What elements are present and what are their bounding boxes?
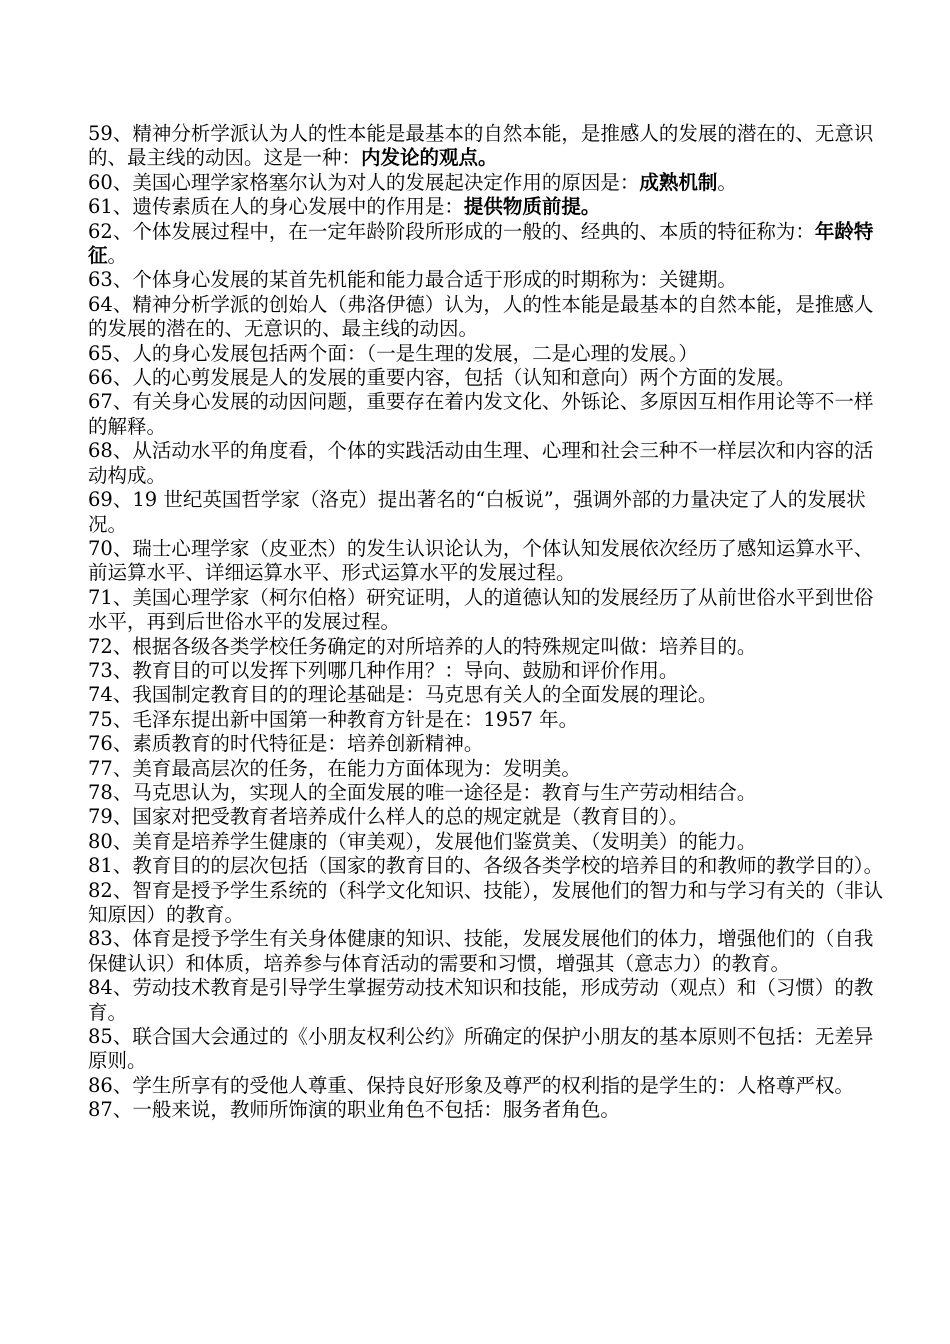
qa-item-66: 66、人的心剪发展是人的发展的重要内容，包括（认知和意向）两个方面的发展。 xyxy=(88,366,796,390)
qa-item-70: 70、瑞士心理学家（皮亚杰）的发生认识论认为，个体认知发展依次经历了感知运算水平、前运算水平、详细运算水平、形式运算水平的发展过程。 xyxy=(88,536,874,585)
qa-item-79: 79、国家对把受教育者培养成什么样人的总的规定就是（教育目的）。 xyxy=(88,805,689,829)
qa-item-85: 85、联合国大会通过的《小朋友权利公约》所确定的保护小朋友的基本原则不包括：无差异原则。 xyxy=(88,1025,874,1073)
item-text: 60、美国心理学家格塞尔认为对人的发展起决定作用的原因是： xyxy=(88,170,640,194)
item-tail: 。 xyxy=(717,170,737,194)
qa-item-61 xyxy=(88,195,888,219)
item-text: 61、遗传素质在人的身心发展中的作用是： xyxy=(88,195,464,219)
item-answer-bold: 年龄特征 xyxy=(88,219,874,268)
qa-item-80: 80、美育是培养学生健康的（审美观），发展他们鉴赏美、（发明美）的能力。 xyxy=(88,829,757,853)
qa-item-83: 83、体育是授予学生有关身体健康的知识、技能，发展发展他们的体力，增强他们的（自我保健认识）和体质，培养参与体育活动的需要和习惯，增强其（意志力）的教育。 xyxy=(88,927,874,975)
qa-item-76: 76、素质教育的时代特征是：培养创新精神。 xyxy=(88,732,484,756)
qa-item-74: 74、我国制定教育目的的理论基础是：马克思有关人的全面发展的理论。 xyxy=(88,683,718,707)
qa-item-86: 86、学生所享有的受他人尊重、保持良好形象及尊严的权利指的是学生的：人格尊严权。 xyxy=(88,1073,854,1097)
qa-item-75: 75、毛泽东提出新中国第一种教育方针是在：1957 年。 xyxy=(88,707,579,731)
qa-item-64: 64、精神分析学派的创始人（弗洛伊德）认为，人的性本能是最基本的自然本能，是推感人的发展的潜在的、无意识的、最主线的动因。 xyxy=(88,292,874,341)
qa-item-71: 71、美国心理学家（柯尔伯格）研究证明，人的道德认知的发展经历了从前世俗水平到世俗水平，再到后世俗水平的发展过程。 xyxy=(88,585,874,634)
qa-item-82: 82、智育是授予学生系统的（科学文化知识、技能），发展他们的智力和与学习有关的（非认知原因）的教育。 xyxy=(88,878,884,926)
qa-item-73: 73、教育目的可以发挥下列哪几种作用？：导向、鼓励和评价作用。 xyxy=(88,658,679,682)
qa-item-72: 72、根据各级各类学校任务确定的对所培养的人的特殊规定叫做：培养目的。 xyxy=(88,634,757,658)
qa-item-87: 87、一般来说，教师所饰演的职业角色不包括：服务者角色。 xyxy=(88,1098,620,1122)
qa-item-81: 81、教育目的的层次包括（国家的教育目的、各级各类学校的培养目的和教师的教学目的）。 xyxy=(88,854,884,878)
qa-item-77: 77、美育最高层次的任务，在能力方面体现为：发明美。 xyxy=(88,756,581,780)
qa-item-84: 84、劳动技术教育是引导学生掌握劳动技术知识和技能，形成劳动（观点）和（习惯）的教育。 xyxy=(88,976,874,1024)
item-answer-bold: 内发论的观点。 xyxy=(361,146,498,170)
item-text: 62、个体发展过程中，在一定年龄阶段所形成的一般的、经典的、本质的特征称为： xyxy=(88,219,815,243)
qa-item-60 xyxy=(88,171,888,195)
qa-item-78: 78、马克思认为，实现人的全面发展的唯一途径是：教育与生产劳动相结合。 xyxy=(88,780,757,804)
qa-item-69: 69、19 世纪英国哲学家（洛克）提出著名的“白板说”，强调外部的力量决定了人的发展状况。 xyxy=(88,488,866,536)
item-answer-bold: 提供物质前提。 xyxy=(463,195,601,219)
qa-item-68: 68、从活动水平的角度看，个体的实践活动由生理、心理和社会三种不一样层次和内容的活动构成。 xyxy=(88,439,874,487)
qa-item-62 xyxy=(88,220,888,269)
item-text: 59、精神分析学派认为人的性本能是最基本的自然本能，是推感人的发展的潜在的、无意识的、最主线的动因。这是一种： xyxy=(88,122,874,170)
item-tail: 。 xyxy=(107,244,128,268)
qa-item-65: 65、人的身心发展包括两个面：（一是生理的发展，二是心理的发展。） xyxy=(88,341,698,365)
document-page xyxy=(88,122,888,1123)
qa-item-59 xyxy=(88,122,888,171)
qa-item-63: 63、个体身心发展的某首先机能和能力最合适于形成的时期称为：关键期。 xyxy=(88,268,737,292)
item-answer-bold: 成熟机制 xyxy=(639,170,718,194)
qa-item-67: 67、有关身心发展的动因问题，重要存在着内发文化、外铄论、多原因互相作用论等不一样的解释。 xyxy=(88,390,874,438)
